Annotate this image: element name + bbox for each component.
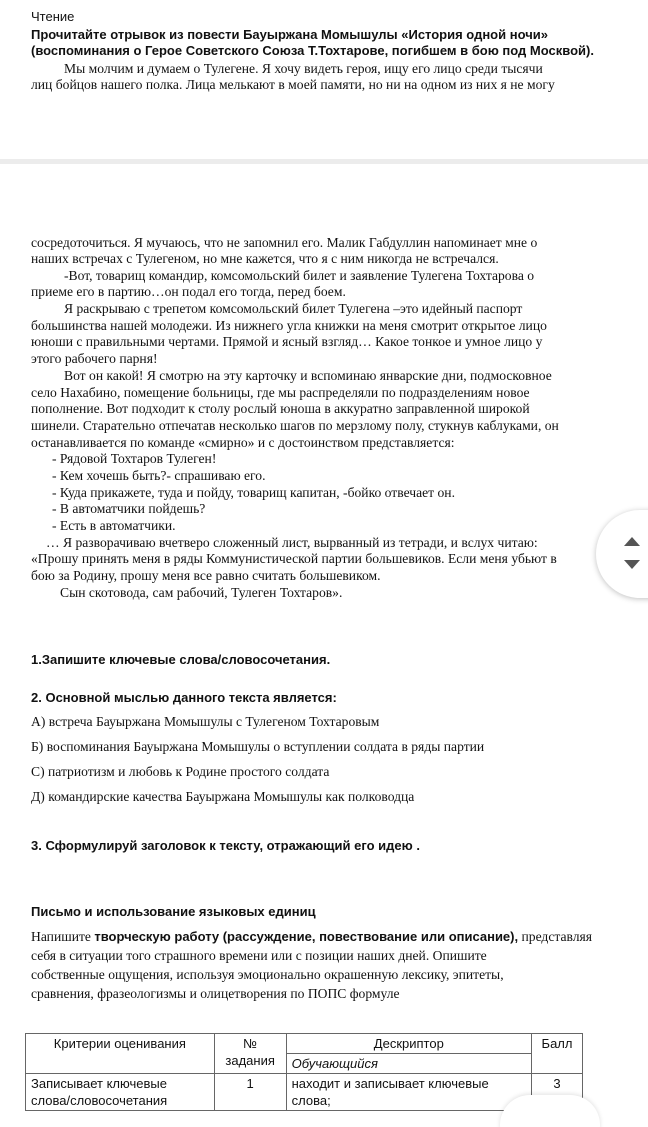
writing-heading: Письмо и использование языковых единиц — [31, 904, 316, 919]
table-row — [26, 1074, 583, 1111]
writing-task-line4: сравнения, фразеологизмы и олицетворения по ПОПС формуле — [31, 986, 400, 1001]
row-descriptor — [286, 1074, 531, 1111]
criteria-table — [25, 1033, 583, 1111]
row-task-number: 1 — [214, 1074, 286, 1111]
table-header-row — [26, 1034, 583, 1054]
dialogue-line: - Кем хочешь быть?- спрашиваю его. — [52, 468, 266, 483]
text-line: бою за Родину, прошу меня все равно считать большевиком. — [31, 568, 381, 583]
task-heading-line2: (воспоминания о Герое Советского Союза Т.Тохтарове, погибшем в бою под Москвой). — [31, 43, 594, 58]
header-descriptor: Дескриптор — [286, 1034, 531, 1054]
text-line: … Я разворачиваю вчетверо сложенный лист, вырванный из тетради, и вслух читаю: — [46, 535, 538, 550]
answer-option-d: Д) командирские качества Бауыржана Момышулы как полководца — [31, 789, 415, 804]
text-line: наших встречах с Тулегеном, но мне кажется, что я с ним никогда не встречался. — [31, 251, 499, 266]
header-num-label: задания — [225, 1053, 275, 1068]
text-line: останавливается по команде «смирно» и с достоинством представляется: — [31, 435, 455, 450]
answer-option-b: Б) воспоминания Бауыржана Момышулы о вступлении солдата в ряды партии — [31, 739, 485, 754]
text-line: «Прошу принять меня в ряды Коммунистической партии большевиков. Если меня убьют в — [31, 551, 557, 566]
writing-task-line1 — [31, 929, 592, 945]
text-line: Сын скотовода, сам рабочий, Тулеген Тохтаров». — [60, 585, 343, 600]
text-line: Мы молчим и думаем о Тулегене. Я хочу видеть героя, ищу его лицо среди тысячи — [64, 61, 543, 76]
writing-task-text: представляя — [518, 929, 593, 944]
header-score: Балл — [532, 1034, 583, 1074]
text-line: приеме его в партию…он подал его тогда, перед боем. — [31, 284, 346, 299]
question-3: 3. Сформулируй заголовок к тексту, отражающий его идею . — [31, 838, 420, 853]
text-line: Я раскрываю с трепетом комсомольский билет Тулегена –это идейный паспорт — [64, 301, 523, 316]
page-divider — [0, 159, 648, 164]
writing-task-emphasis: творческую работу (рассуждение, повествование или описание), — [94, 929, 519, 944]
row-criteria — [26, 1074, 215, 1111]
scroll-control[interactable] — [596, 510, 648, 598]
answer-option-c: С) патриотизм и любовь к Родине простого солдата — [31, 764, 330, 779]
text-line: село Нахабино, помещение больницы, где мы распределяли по подразделениям новое — [31, 385, 530, 400]
text-line: сосредоточиться. Я мучаюсь, что не запомнил его. Малик Габдуллин напоминает мне о — [31, 235, 538, 250]
cell-text: слова/словосочетания — [31, 1093, 168, 1108]
question-1: 1.Запишите ключевые слова/словосочетания. — [31, 652, 331, 667]
text-line: юноши с правильными чертами. Прямой и ясный взгляд… Какое тонкое и умное лицо у — [31, 334, 543, 349]
dialogue-line: - Есть в автоматчики. — [52, 518, 176, 533]
dialogue-line: - Куда прикажете, туда и пойду, товарищ капитан, -бойко отвечает он. — [52, 485, 455, 500]
cell-text: находит и записывает ключевые — [291, 1076, 489, 1091]
text-line: Вот он какой! Я смотрю на эту карточку и вспоминаю январские дни, подмосковное — [64, 368, 552, 383]
scroll-control-shadow — [500, 1095, 600, 1127]
writing-task-line3: собственные ощущения, используя эмоционально окрашенную лексику, эпитеты, — [31, 967, 504, 982]
section-title: Чтение — [31, 9, 75, 24]
writing-task-text: Напишите — [31, 929, 95, 944]
row-score: 3 — [532, 1074, 583, 1111]
text-line: лиц бойцов нашего полка. Лица мелькают в моей памяти, но ни на одном из них я не могу — [31, 77, 555, 92]
text-line: пополнение. Вот подходит к столу рослый юноша в аккуратно заправленной широкой — [31, 401, 530, 416]
chevron-down-icon[interactable] — [624, 560, 640, 569]
header-num-sign: № — [243, 1036, 258, 1051]
cell-text: слова; — [291, 1093, 331, 1108]
text-line: шинели. Старательно отпечатав несколько шагов по мерзлому полу, стукнув каблуками, он — [31, 418, 559, 433]
text-line: большинства нашей молодежи. Из нижнего угла книжки на меня смотрит открытое лицо — [31, 318, 547, 333]
text-line: -Вот, товарищ командир, комсомольский билет и заявление Тулегена Тохтарова о — [64, 268, 535, 283]
dialogue-line: - В автоматчики пойдешь? — [52, 501, 206, 516]
header-criteria: Критерии оценивания — [26, 1034, 215, 1074]
task-heading-line1: Прочитайте отрывок из повести Бауыржана Момышулы «История одной ночи» — [31, 27, 548, 42]
dialogue-line: - Рядовой Тохтаров Тулеген! — [52, 451, 217, 466]
header-student: Обучающийся — [286, 1054, 531, 1074]
text-line: этого рабочего парня! — [31, 351, 158, 366]
writing-task-line2: себя в ситуации того страшного времени или с позиции наших дней. Опишите — [31, 948, 487, 963]
cell-text: Записывает ключевые — [31, 1076, 167, 1091]
question-2: 2. Основной мыслью данного текста является: — [31, 690, 337, 705]
answer-option-a: А) встреча Бауыржана Момышулы с Тулегеном Тохтаровым — [31, 714, 380, 729]
chevron-up-icon[interactable] — [624, 537, 640, 546]
header-task-number — [214, 1034, 286, 1074]
